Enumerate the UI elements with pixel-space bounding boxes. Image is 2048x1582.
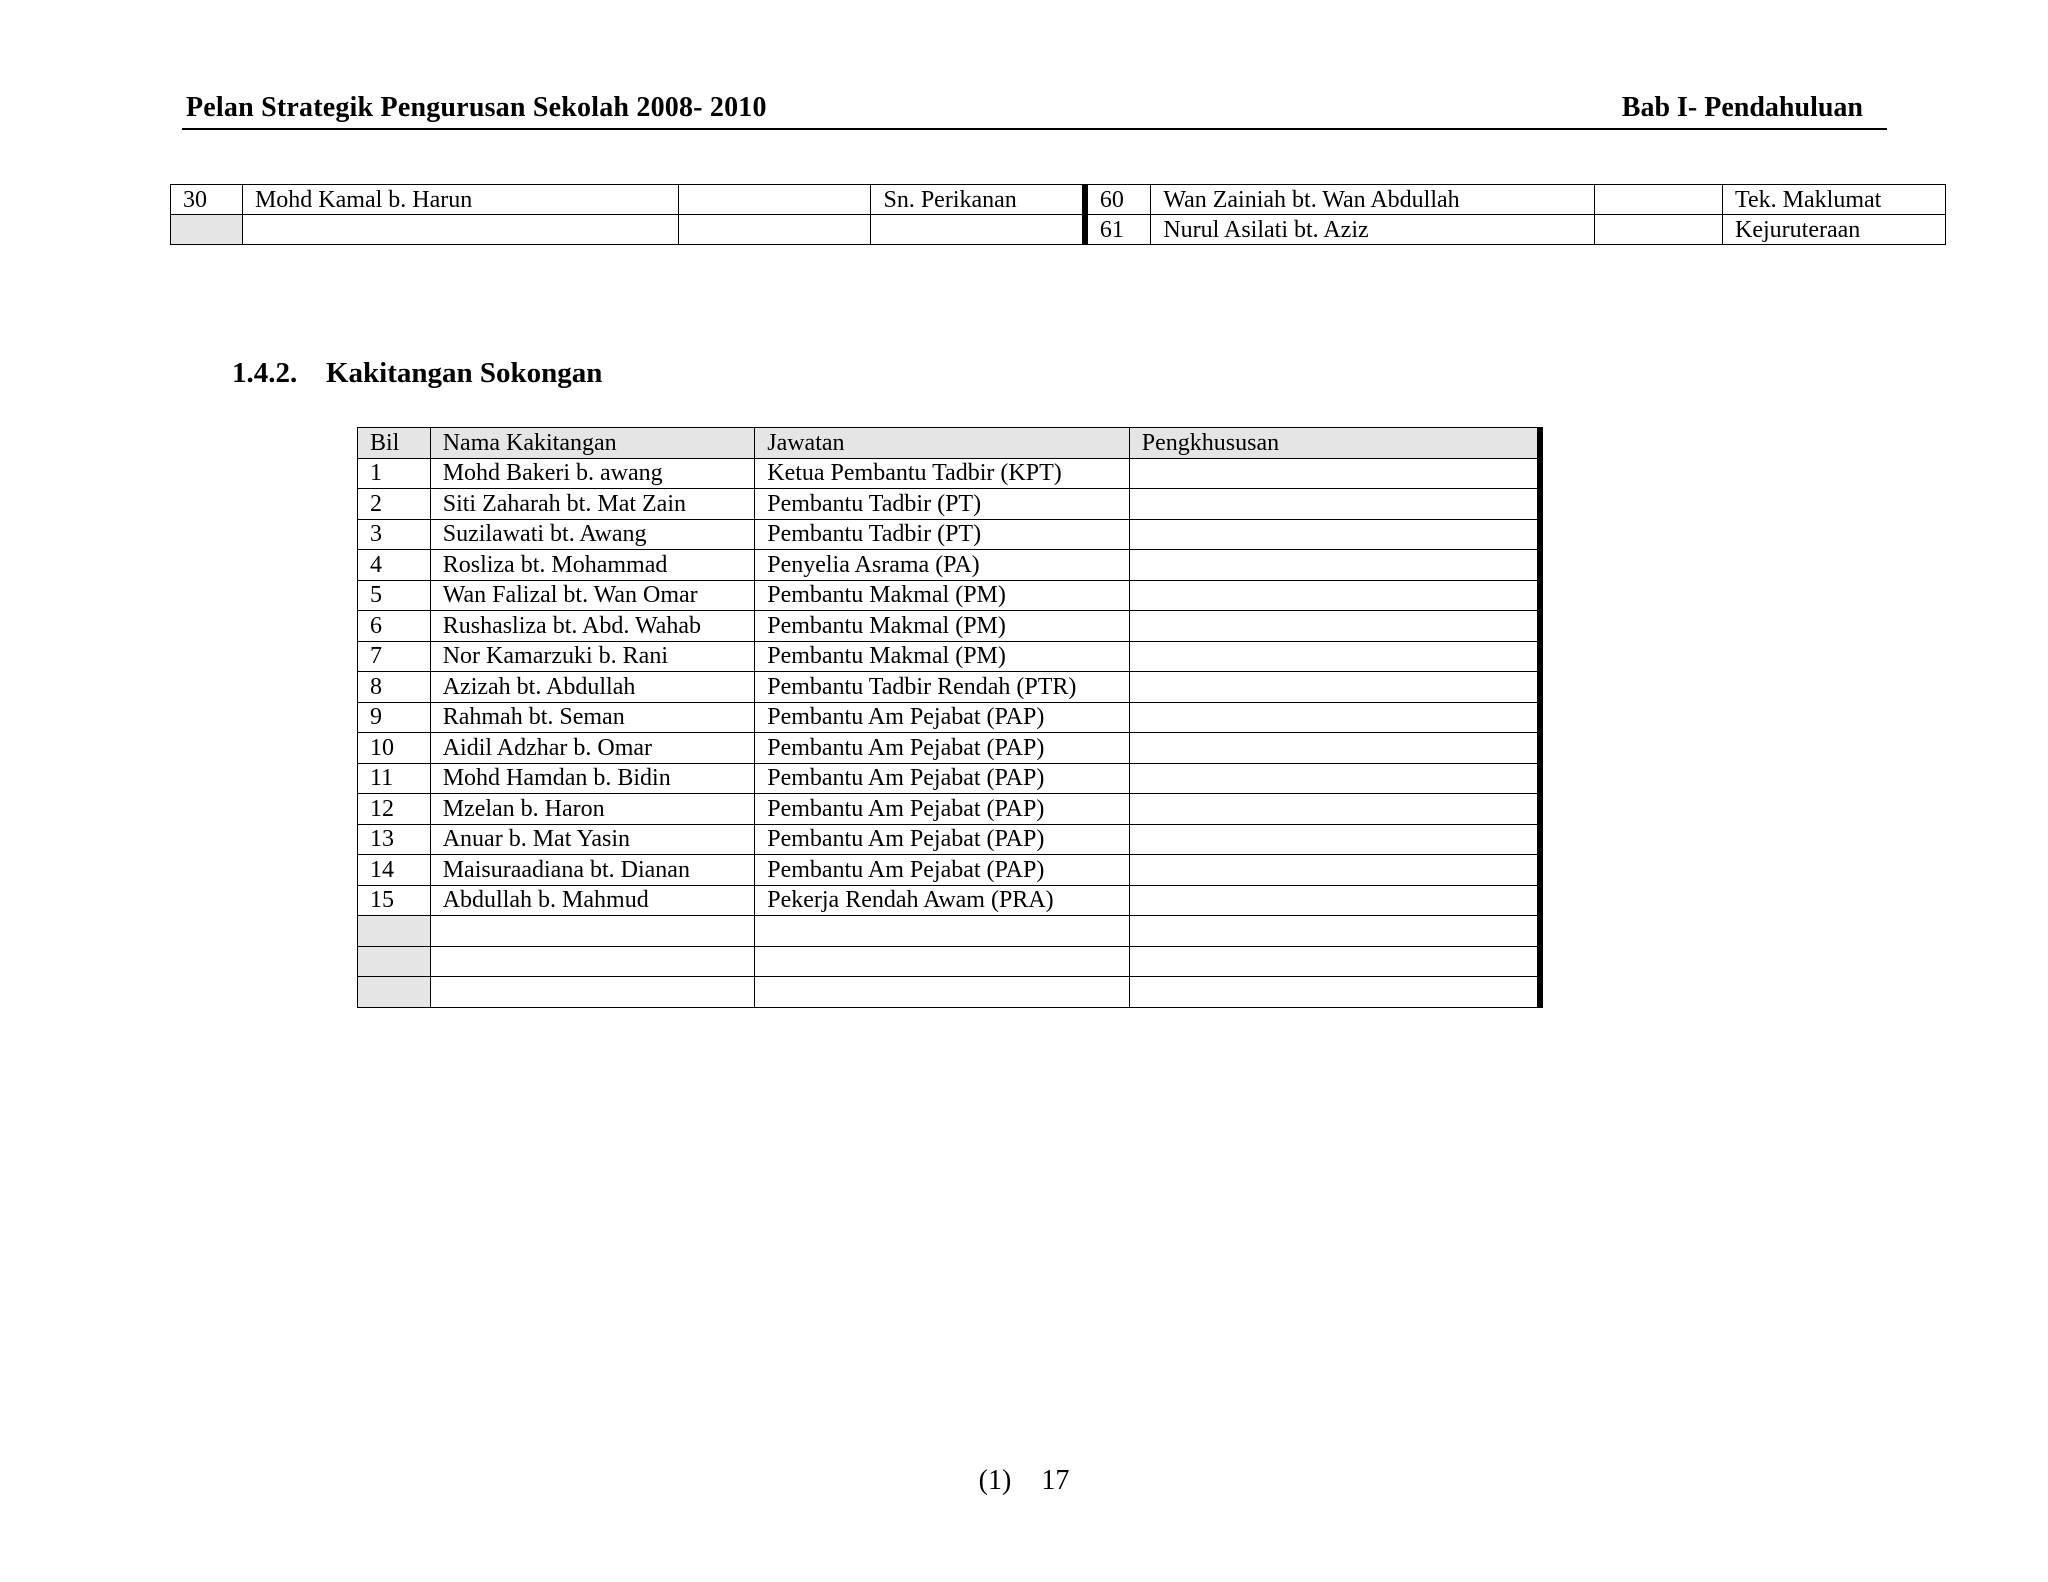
row-number xyxy=(171,215,243,245)
cell-bil: 11 xyxy=(358,763,431,794)
page-footer xyxy=(0,1465,2048,1497)
table-row xyxy=(358,489,1541,520)
cell-jawatan: Pembantu Am Pejabat (PAP) xyxy=(755,794,1130,825)
table-row xyxy=(358,458,1541,489)
cell-nama: Aidil Adzhar b. Omar xyxy=(430,733,755,764)
document-title: Pelan Strategik Pengurusan Sekolah 2008- 2010 xyxy=(186,92,767,123)
table-row xyxy=(171,215,1946,245)
support-staff-table xyxy=(357,427,1543,1008)
row-number: 61 xyxy=(1085,215,1151,245)
cell-bil: 3 xyxy=(358,519,431,550)
cell-bil: 6 xyxy=(358,611,431,642)
table-row xyxy=(358,855,1541,886)
cell-jawatan: Pembantu Tadbir (PT) xyxy=(755,519,1130,550)
cell-jawatan: Pembantu Am Pejabat (PAP) xyxy=(755,702,1130,733)
cell-nama: Mohd Hamdan b. Bidin xyxy=(430,763,755,794)
cell-pengkhususan xyxy=(1129,519,1540,550)
cell-bil xyxy=(358,916,431,947)
cell-bil: 2 xyxy=(358,489,431,520)
cell-bil: 14 xyxy=(358,855,431,886)
cell-jawatan: Pembantu Am Pejabat (PAP) xyxy=(755,763,1130,794)
teacher-table-continuation xyxy=(170,184,1946,245)
cell-pengkhususan xyxy=(1129,550,1540,581)
cell-pengkhususan xyxy=(1129,458,1540,489)
cell-nama: Rushasliza bt. Abd. Wahab xyxy=(430,611,755,642)
cell-nama xyxy=(430,916,755,947)
cell-bil: 9 xyxy=(358,702,431,733)
cell-pengkhususan xyxy=(1129,611,1540,642)
teacher-extra xyxy=(678,215,871,245)
cell-bil: 13 xyxy=(358,824,431,855)
cell-bil: 5 xyxy=(358,580,431,611)
cell-pengkhususan xyxy=(1129,672,1540,703)
cell-nama: Rahmah bt. Seman xyxy=(430,702,755,733)
cell-bil: 1 xyxy=(358,458,431,489)
cell-pengkhususan xyxy=(1129,794,1540,825)
teacher-name: Wan Zainiah bt. Wan Abdullah xyxy=(1151,185,1595,215)
teacher-field: Sn. Perikanan xyxy=(871,185,1085,215)
cell-jawatan xyxy=(755,946,1130,977)
section-marker: (1) xyxy=(978,1465,1012,1496)
table-header-row xyxy=(358,428,1541,459)
cell-jawatan: Pembantu Am Pejabat (PAP) xyxy=(755,824,1130,855)
cell-pengkhususan xyxy=(1129,916,1540,947)
cell-nama: Maisuraadiana bt. Dianan xyxy=(430,855,755,886)
cell-pengkhususan xyxy=(1129,977,1540,1008)
table-row xyxy=(358,946,1541,977)
teacher-name xyxy=(242,215,678,245)
cell-nama: Suzilawati bt. Awang xyxy=(430,519,755,550)
cell-pengkhususan xyxy=(1129,733,1540,764)
cell-pengkhususan xyxy=(1129,824,1540,855)
cell-bil: 4 xyxy=(358,550,431,581)
table-row xyxy=(358,824,1541,855)
section-heading xyxy=(232,357,602,390)
cell-jawatan: Pembantu Am Pejabat (PAP) xyxy=(755,855,1130,886)
teacher-extra xyxy=(1595,185,1723,215)
cell-pengkhususan xyxy=(1129,763,1540,794)
teacher-field: Kejuruteraan xyxy=(1723,215,1946,245)
row-number: 30 xyxy=(171,185,243,215)
table-row xyxy=(358,550,1541,581)
cell-bil: 10 xyxy=(358,733,431,764)
column-header-bil: Bil xyxy=(358,428,431,459)
cell-nama: Nor Kamarzuki b. Rani xyxy=(430,641,755,672)
table-row xyxy=(358,641,1541,672)
cell-bil: 15 xyxy=(358,885,431,916)
cell-pengkhususan xyxy=(1129,855,1540,886)
header-divider xyxy=(182,128,1887,130)
teacher-extra xyxy=(1595,215,1723,245)
cell-nama: Wan Falizal bt. Wan Omar xyxy=(430,580,755,611)
section-title: Kakitangan Sokongan xyxy=(326,357,603,389)
cell-pengkhususan xyxy=(1129,489,1540,520)
cell-jawatan xyxy=(755,977,1130,1008)
cell-pengkhususan xyxy=(1129,885,1540,916)
cell-nama: Azizah bt. Abdullah xyxy=(430,672,755,703)
cell-nama: Siti Zaharah bt. Mat Zain xyxy=(430,489,755,520)
page-number: 17 xyxy=(1041,1465,1070,1496)
cell-jawatan: Ketua Pembantu Tadbir (KPT) xyxy=(755,458,1130,489)
cell-nama: Mzelan b. Haron xyxy=(430,794,755,825)
table-row xyxy=(358,672,1541,703)
teacher-extra xyxy=(678,185,871,215)
teacher-field: Tek. Maklumat xyxy=(1723,185,1946,215)
cell-jawatan: Pembantu Am Pejabat (PAP) xyxy=(755,733,1130,764)
cell-jawatan: Pembantu Makmal (PM) xyxy=(755,641,1130,672)
cell-nama: Anuar b. Mat Yasin xyxy=(430,824,755,855)
chapter-title: Bab I- Pendahuluan xyxy=(1621,92,1863,123)
table-row xyxy=(358,916,1541,947)
table-row xyxy=(358,794,1541,825)
cell-jawatan: Pembantu Tadbir (PT) xyxy=(755,489,1130,520)
cell-bil xyxy=(358,977,431,1008)
cell-nama: Rosliza bt. Mohammad xyxy=(430,550,755,581)
cell-jawatan: Pembantu Makmal (PM) xyxy=(755,580,1130,611)
column-header-jawatan: Jawatan xyxy=(755,428,1130,459)
table-row xyxy=(171,185,1946,215)
row-number: 60 xyxy=(1085,185,1151,215)
cell-nama xyxy=(430,946,755,977)
column-header-nama: Nama Kakitangan xyxy=(430,428,755,459)
teacher-name: Mohd Kamal b. Harun xyxy=(242,185,678,215)
cell-jawatan: Pekerja Rendah Awam (PRA) xyxy=(755,885,1130,916)
table-row xyxy=(358,611,1541,642)
table-row xyxy=(358,733,1541,764)
cell-jawatan: Pembantu Tadbir Rendah (PTR) xyxy=(755,672,1130,703)
cell-bil: 7 xyxy=(358,641,431,672)
cell-nama xyxy=(430,977,755,1008)
cell-nama: Abdullah b. Mahmud xyxy=(430,885,755,916)
cell-pengkhususan xyxy=(1129,946,1540,977)
cell-jawatan xyxy=(755,916,1130,947)
cell-nama: Mohd Bakeri b. awang xyxy=(430,458,755,489)
table-row xyxy=(358,763,1541,794)
cell-jawatan: Pembantu Makmal (PM) xyxy=(755,611,1130,642)
table-row xyxy=(358,702,1541,733)
table-row xyxy=(358,977,1541,1008)
cell-pengkhususan xyxy=(1129,580,1540,611)
teacher-name: Nurul Asilati bt. Aziz xyxy=(1151,215,1595,245)
cell-jawatan: Penyelia Asrama (PA) xyxy=(755,550,1130,581)
teacher-field xyxy=(871,215,1085,245)
cell-bil: 12 xyxy=(358,794,431,825)
cell-pengkhususan xyxy=(1129,702,1540,733)
table-row xyxy=(358,519,1541,550)
section-number: 1.4.2. xyxy=(232,357,298,389)
table-row xyxy=(358,885,1541,916)
table-row xyxy=(358,580,1541,611)
cell-bil: 8 xyxy=(358,672,431,703)
column-header-pengkhususan: Pengkhususan xyxy=(1129,428,1540,459)
cell-bil xyxy=(358,946,431,977)
cell-pengkhususan xyxy=(1129,641,1540,672)
